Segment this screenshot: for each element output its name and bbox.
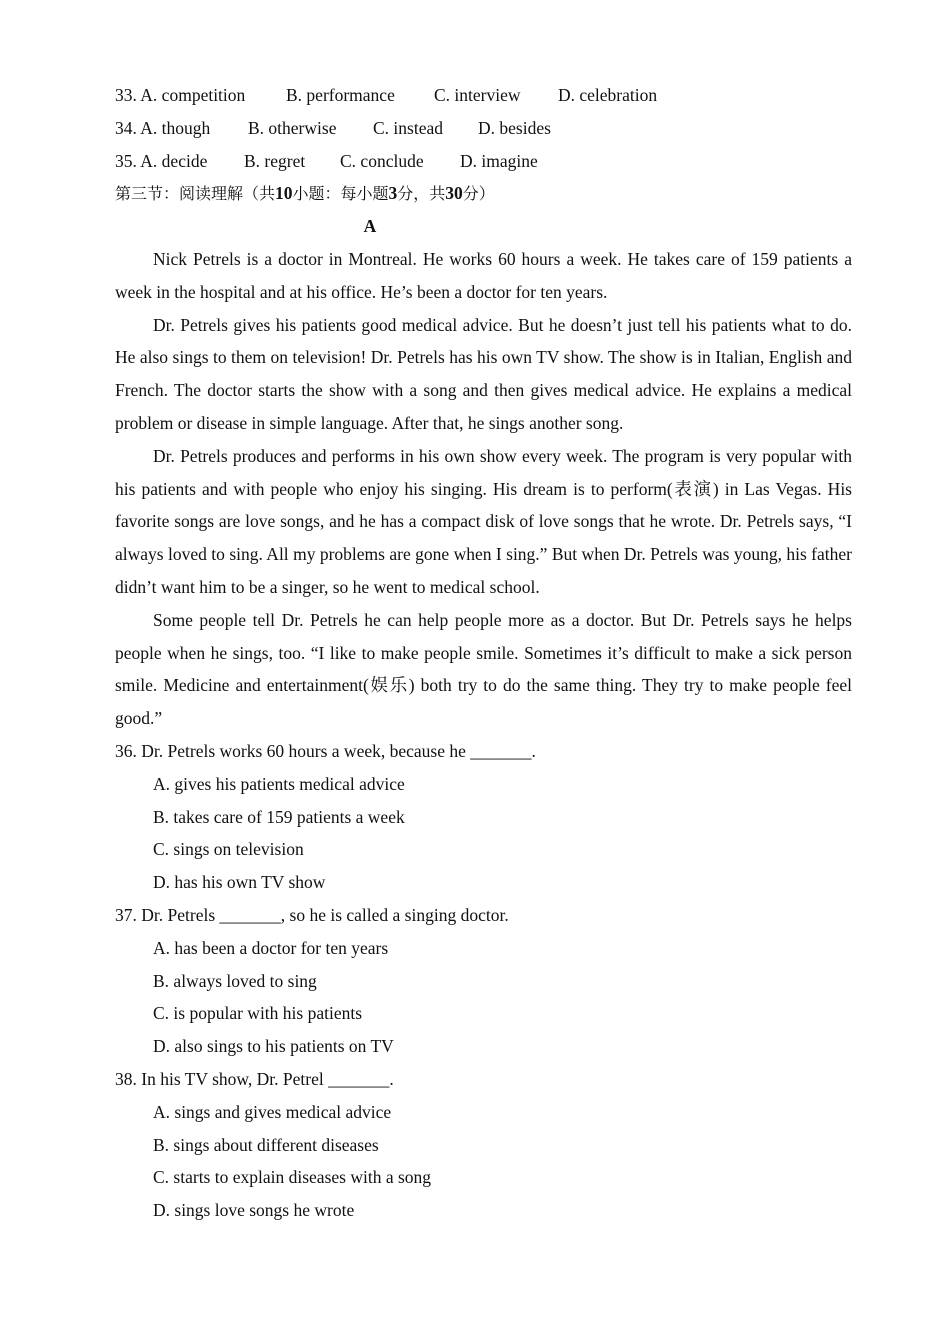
answer-choice: C. starts to explain diseases with a song [153,1167,432,1188]
option-text: C. instead [373,117,443,138]
answer-choice: C. is popular with his patients [153,1003,363,1024]
passage-title: A [363,216,377,237]
option-text: C. interview [434,85,521,105]
section-heading: 第三节：阅读理解（共10小题：每小题3分，共30分） [115,183,495,204]
option-text: D. besides [478,117,551,138]
answer-choice: A. sings and gives medical advice [153,1101,392,1122]
answer-choice: A. has been a doctor for ten years [153,937,389,958]
option-text: 34. A. though [115,117,211,138]
passage-paragraph: Some people tell Dr. Petrels he can help people more as a doctor. But Dr. Petrels says he helps people when he sings, too. “I like to make people smile. Sometimes it’s difficult to make a sick person smile. Medicine and entertainment(娱乐) both try to do the same thing. They try to make people feel good.” [115,609,852,729]
passage-paragraph: Nick Petrels is a doctor in Montreal. He works 60 hours a week. He takes care of 159 patients a week in the hospital and at his office. He’s been a doctor for ten years. [115,248,852,302]
question-33-options [115,79,852,112]
option-text: 33. A. competition [115,85,246,105]
answer-choice: B. sings about different diseases [153,1134,379,1155]
exam-page [115,79,852,1227]
option-text: B. performance [286,85,395,105]
option-text: C. conclude [340,150,424,171]
answer-choice: B. takes care of 159 patients a week [153,806,405,827]
option-text: D. celebration [558,85,658,105]
answer-choice: D. has his own TV show [153,872,326,893]
answer-choice: D. sings love songs he wrote [153,1200,355,1221]
answer-choice: D. also sings to his patients on TV [153,1036,394,1057]
passage-paragraph: Dr. Petrels gives his patients good medical advice. But he doesn’t just tell his patients what to do. He also sings to them on television! Dr. Petrels has his own TV show. The show is in Italian, English and French. The doctor starts the show with a song and then gives medical advice. He explains a medical problem or disease in simple language. After that, he sings another song. [115,314,852,433]
question-34-options [115,112,852,145]
answer-choice: B. always loved to sing [153,970,317,991]
answer-choice: C. sings on television [153,839,304,860]
question-35-options [115,145,852,178]
passage-paragraph: Dr. Petrels produces and performs in his own show every week. The program is very popular with his patients and with people who enjoy his singing. His dream is to perform(表演) in Las Vegas. His favorite songs are love songs, and he has a compact disk of love songs that he wrote. Dr. Petrels says, “I always loved to sing. All my problems are gone when I sing.” But when Dr. Petrels was young, his father didn’t want him to be a singer, so he went to medical school. [115,445,852,597]
option-text: B. regret [244,150,306,171]
question-38-stem: 38. In his TV show, Dr. Petrel _______. [115,1068,394,1089]
option-text: 35. A. decide [115,150,208,171]
option-text: B. otherwise [248,117,337,138]
question-36-stem: 36. Dr. Petrels works 60 hours a week, because he _______. [115,740,536,761]
question-37-stem: 37. Dr. Petrels _______, so he is called a singing doctor. [115,904,509,925]
option-text: D. imagine [460,150,538,171]
answer-choice: A. gives his patients medical advice [153,773,405,794]
